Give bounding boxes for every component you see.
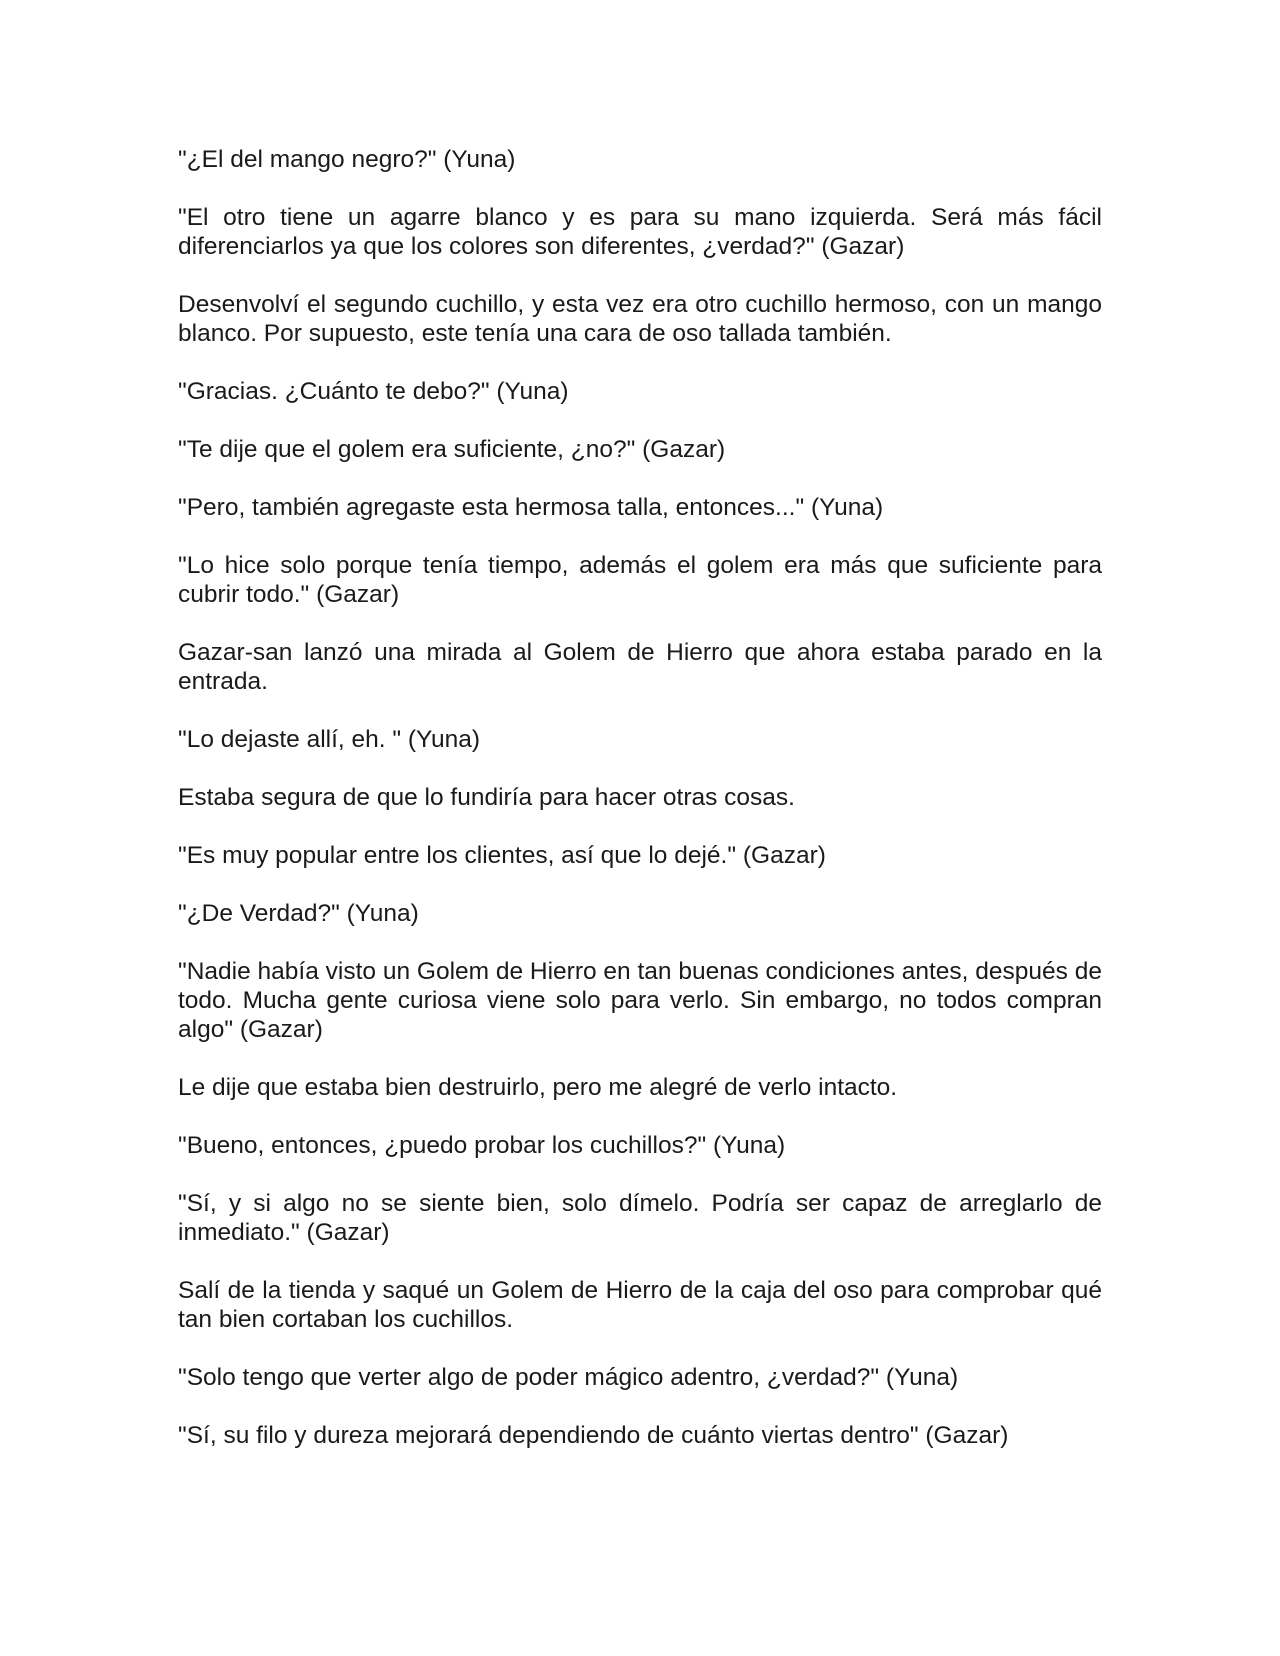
paragraph: "Gracias. ¿Cuánto te debo?" (Yuna) — [178, 378, 569, 405]
paragraph: Le dije que estaba bien destruirlo, pero me alegré de verlo intacto. — [178, 1074, 898, 1101]
paragraph: Estaba segura de que lo fundiría para hacer otras cosas. — [178, 784, 795, 811]
paragraph: "Nadie había visto un Golem de Hierro en tan buenas condiciones antes, después de todo. Mucha gente curiosa viene solo para verlo. Sin embargo, no todos compran algo" (Gazar) — [178, 958, 1102, 1043]
paragraph: Salí de la tienda y saqué un Golem de Hierro de la caja del oso para comprobar qué tan bien cortaban los cuchillos. — [178, 1277, 1102, 1333]
paragraph: "Solo tengo que verter algo de poder mágico adentro, ¿verdad?" (Yuna) — [178, 1364, 959, 1391]
paragraph: "Pero, también agregaste esta hermosa talla, entonces..." (Yuna) — [178, 494, 884, 521]
paragraph: "Bueno, entonces, ¿puedo probar los cuchillos?" (Yuna) — [178, 1132, 786, 1159]
document-body — [178, 145, 1102, 1479]
paragraph: "Sí, y si algo no se siente bien, solo dímelo. Podría ser capaz de arreglarlo de inmediato." (Gazar) — [178, 1190, 1102, 1246]
paragraph: "Te dije que el golem era suficiente, ¿no?" (Gazar) — [178, 436, 726, 463]
paragraph: "Lo hice solo porque tenía tiempo, además el golem era más que suficiente para cubrir todo." (Gazar) — [178, 552, 1102, 608]
paragraph: "¿El del mango negro?" (Yuna) — [178, 146, 516, 173]
paragraph: "El otro tiene un agarre blanco y es para su mano izquierda. Será más fácil diferenciarlos ya que los colores son diferentes, ¿verdad?" (Gazar) — [178, 204, 1102, 260]
paragraph: Gazar-san lanzó una mirada al Golem de Hierro que ahora estaba parado en la entrada. — [178, 639, 1102, 695]
paragraph: Desenvolví el segundo cuchillo, y esta vez era otro cuchillo hermoso, con un mango blanco. Por supuesto, este tenía una cara de oso tallada también. — [178, 291, 1102, 347]
paragraph: "¿De Verdad?" (Yuna) — [178, 900, 419, 927]
paragraph: "Es muy popular entre los clientes, así que lo dejé." (Gazar) — [178, 842, 826, 869]
paragraph: "Sí, su filo y dureza mejorará dependiendo de cuánto viertas dentro" (Gazar) — [178, 1422, 1009, 1449]
paragraph: "Lo dejaste allí, eh. " (Yuna) — [178, 726, 481, 753]
